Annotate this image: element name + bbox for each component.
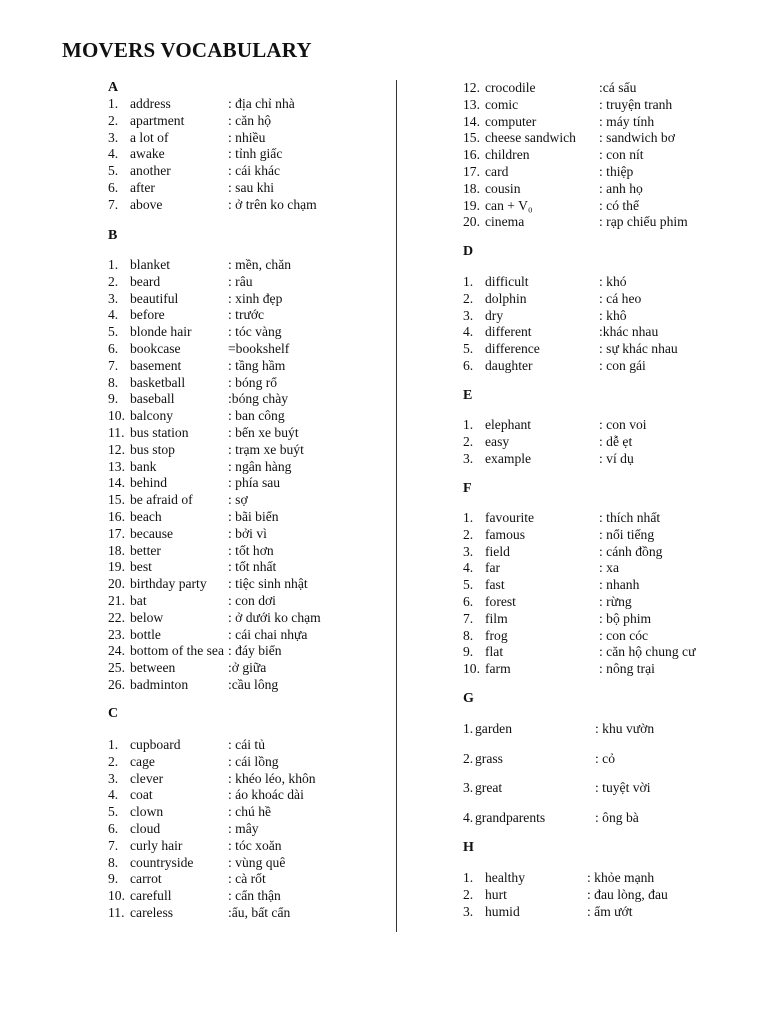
entry-meaning: : cái chai nhựa — [228, 626, 308, 642]
section-letter: H — [463, 840, 474, 855]
entry-word: great — [475, 780, 503, 796]
entry-number: 7. — [108, 837, 119, 853]
entry-meaning: : tốt nhất — [228, 559, 277, 575]
entry-number: 6. — [463, 594, 474, 609]
entry-number: 3. — [463, 903, 474, 919]
section-letter: C — [108, 706, 119, 721]
entry-word: bus stop — [130, 441, 175, 457]
entry-word: cage — [130, 753, 155, 769]
entry-meaning: : con dơi — [228, 593, 276, 608]
entry-number: 7. — [108, 357, 119, 373]
entry-meaning: : con cóc — [599, 627, 649, 643]
entry-number: 1. — [463, 870, 474, 885]
entry-meaning: : cẩn thận — [228, 888, 281, 904]
entry-meaning: : thích nhất — [599, 510, 661, 525]
entry-number: 18. — [108, 542, 125, 558]
entry-meaning: =bookshelf — [228, 341, 290, 356]
entry-word: beard — [130, 273, 161, 289]
entry-number: 1. — [463, 721, 474, 736]
entry-meaning: : anh họ — [599, 180, 643, 196]
entry-word: bottle — [130, 626, 161, 642]
entry-number: 19. — [108, 559, 125, 575]
entry-number: 3. — [463, 543, 474, 559]
entry-number: 3. — [463, 780, 474, 796]
entry-meaning: : nhanh — [599, 577, 640, 593]
entry-meaning: : sự khác nhau — [599, 341, 678, 357]
entry-number: 4. — [108, 787, 119, 803]
entry-meaning: : ở dưới ko chạm — [228, 609, 321, 625]
entry-word: badminton — [130, 677, 189, 692]
entry-number: 10. — [108, 408, 125, 424]
entry-meaning: : sau khi — [228, 180, 275, 195]
entry-word: grass — [475, 750, 503, 766]
entry-meaning: : mền, chăn — [228, 257, 292, 272]
entry-word: birthday party — [130, 576, 207, 592]
entry-number: 4. — [463, 810, 474, 826]
entry-meaning: : tóc xoăn — [228, 837, 282, 853]
entry-number: 20. — [108, 576, 125, 592]
entry-number: 10. — [463, 661, 480, 677]
entry-number: 7. — [463, 610, 474, 626]
entry-number: 13. — [108, 458, 125, 474]
entry-number: 12. — [463, 80, 480, 95]
entry-word: elephant — [485, 417, 532, 432]
entry-number: 3. — [463, 307, 474, 323]
entry-meaning: : xinh đẹp — [228, 290, 283, 306]
entry-meaning: : căn hộ chung cư — [599, 644, 696, 660]
entry-number: 9. — [108, 871, 119, 887]
entry-word: comic — [485, 96, 519, 112]
entry-number: 9. — [463, 644, 474, 660]
entry-meaning: : khó — [599, 274, 627, 289]
entry-meaning: : ẩm ướt — [587, 903, 633, 919]
entry-word: dolphin — [485, 290, 527, 306]
entry-meaning: : nổi tiếng — [599, 526, 655, 542]
entry-number: 3. — [463, 450, 474, 466]
entry-number: 17. — [108, 525, 125, 541]
entry-word: bus station — [130, 425, 189, 440]
entry-number: 15. — [108, 492, 125, 508]
entry-meaning: : rừng — [599, 594, 632, 609]
entry-number: 2. — [463, 886, 474, 902]
entry-meaning: : con nít — [599, 147, 644, 163]
entry-meaning: : cái khác — [228, 163, 281, 179]
entry-meaning: :cá sấu — [599, 80, 637, 95]
entry-word: humid — [485, 903, 520, 919]
entry-meaning: : chú hề — [228, 804, 272, 820]
entry-meaning: : đáy biển — [228, 643, 282, 659]
entry-meaning: : truyện tranh — [599, 96, 673, 112]
entry-meaning: :ở giữa — [228, 660, 267, 676]
entry-meaning: : vùng quê — [228, 854, 286, 870]
entry-word: forest — [485, 594, 516, 609]
entry-word: after — [130, 180, 155, 195]
entry-word: difficult — [485, 274, 529, 289]
entry-number: 2. — [463, 526, 474, 542]
entry-word: between — [130, 660, 176, 676]
entry-number: 1. — [463, 274, 474, 289]
entry-word: children — [485, 147, 530, 163]
entry-word: carefull — [130, 888, 172, 904]
entry-number: 8. — [108, 854, 119, 870]
entry-meaning: : khéo léo, khôn — [228, 770, 316, 786]
entry-word: computer — [485, 113, 537, 129]
entry-meaning: :cầu lông — [228, 677, 279, 692]
entry-word: careless — [130, 905, 174, 920]
entry-meaning: :bóng chày — [228, 391, 289, 407]
entry-word: blonde hair — [130, 324, 192, 340]
entry-number: 2. — [108, 273, 119, 289]
entry-number: 2. — [463, 750, 474, 766]
entry-word: a lot of — [130, 129, 169, 145]
entry-meaning: : tốt hơn — [228, 542, 274, 558]
entry-number: 5. — [463, 577, 474, 593]
entry-meaning: : dễ ẹt — [599, 433, 633, 449]
entry-meaning: : trạm xe buýt — [228, 441, 304, 457]
entry-number: 5. — [463, 341, 474, 357]
entry-meaning: : phía sau — [228, 475, 281, 491]
entry-number: 6. — [108, 821, 119, 836]
entry-word: bat — [130, 593, 147, 608]
entry-meaning: : cỏ — [595, 750, 616, 766]
section-letter: A — [108, 80, 119, 95]
entry-word: can + V₀ — [485, 197, 533, 213]
entry-meaning: : sợ — [228, 492, 248, 508]
entry-number: 4. — [108, 307, 119, 323]
entry-word: hurt — [485, 886, 507, 902]
entry-number: 3. — [108, 129, 119, 145]
entry-word: bank — [130, 458, 157, 474]
entry-word: field — [485, 543, 510, 559]
entry-word: card — [485, 164, 509, 179]
entry-number: 21. — [108, 593, 125, 608]
entry-meaning: : râu — [228, 273, 253, 289]
entry-word: garden — [475, 721, 512, 736]
entry-word: before — [130, 307, 165, 323]
entry-number: 25. — [108, 660, 125, 676]
entry-number: 23. — [108, 626, 125, 642]
entry-meaning: : bộ phim — [599, 610, 652, 626]
entry-word: basement — [130, 357, 182, 373]
entry-meaning: : con gái — [599, 358, 646, 373]
entry-meaning: :khác nhau — [599, 324, 659, 340]
entry-meaning: : sandwich bơ — [599, 130, 675, 146]
entry-meaning: : ngân hàng — [228, 458, 292, 474]
entry-number: 1. — [108, 257, 119, 272]
entry-meaning: : con voi — [599, 417, 647, 432]
entry-meaning: : cái tủ — [228, 737, 265, 752]
section-letter: B — [108, 228, 118, 243]
entry-word: dry — [485, 307, 504, 323]
entry-word: famous — [485, 526, 526, 542]
entry-number: 16. — [463, 147, 480, 163]
entry-word: cloud — [130, 821, 161, 836]
entry-meaning: : bến xe buýt — [228, 425, 299, 440]
entry-word: beautiful — [130, 290, 179, 306]
entry-word: beach — [130, 509, 162, 524]
entry-word: another — [130, 163, 171, 179]
entry-word: example — [485, 450, 532, 466]
entry-number: 4. — [463, 324, 474, 340]
entry-word: fast — [485, 577, 505, 593]
entry-meaning: : cá heo — [599, 290, 642, 306]
page-title: MOVERS VOCABULARY — [62, 38, 312, 62]
entry-number: 4. — [463, 560, 474, 576]
entry-number: 1. — [463, 417, 474, 432]
entry-meaning: : áo khoác dài — [228, 787, 304, 803]
entry-meaning: : trước — [228, 307, 265, 323]
entry-number: 4. — [108, 146, 119, 162]
entry-number: 9. — [108, 391, 119, 407]
entry-word: cheese sandwich — [485, 130, 576, 146]
entry-word: countryside — [130, 854, 194, 870]
entry-number: 8. — [463, 627, 474, 643]
entry-number: 2. — [463, 290, 474, 306]
column-divider — [396, 80, 397, 932]
entry-word: blanket — [130, 257, 171, 272]
entry-word: frog — [485, 627, 508, 643]
section-letter: G — [463, 691, 474, 706]
entry-word: farm — [485, 661, 511, 677]
entry-number: 5. — [108, 804, 119, 820]
entry-meaning: : thiệp — [599, 164, 634, 179]
entry-number: 19. — [463, 197, 480, 213]
entry-number: 2. — [108, 112, 119, 128]
entry-word: behind — [130, 475, 167, 491]
entry-number: 3. — [108, 290, 119, 306]
entry-number: 15. — [463, 130, 480, 146]
entry-word: be afraid of — [130, 492, 193, 508]
entry-word: difference — [485, 341, 540, 357]
entry-meaning: : ông bà — [595, 810, 639, 826]
entry-word: apartment — [130, 112, 185, 128]
entry-word: flat — [485, 644, 504, 660]
entry-number: 3. — [108, 770, 119, 786]
entry-word: below — [130, 609, 164, 625]
entry-number: 5. — [108, 163, 119, 179]
entry-word: balcony — [130, 408, 174, 424]
entry-meaning: : rạp chiếu phim — [599, 214, 688, 230]
entry-word: coat — [130, 787, 153, 803]
entry-meaning: : bởi vì — [228, 525, 267, 541]
entry-word: clever — [130, 770, 164, 786]
entry-meaning: : nông trại — [599, 661, 655, 677]
entry-meaning: : căn hộ — [228, 112, 272, 128]
entry-word: different — [485, 324, 532, 340]
entry-number: 1. — [108, 737, 119, 752]
section-letter: D — [463, 244, 474, 259]
entry-word: curly hair — [130, 837, 183, 853]
entry-meaning: : ví dụ — [599, 450, 634, 466]
entry-meaning: : địa chỉ nhà — [228, 96, 295, 111]
entry-word: cupboard — [130, 737, 181, 752]
entry-number: 6. — [463, 358, 474, 373]
entry-number: 2. — [463, 433, 474, 449]
entry-meaning: : xa — [599, 560, 620, 576]
entry-meaning: :ẩu, bất cẩn — [228, 905, 291, 920]
entry-word: awake — [130, 146, 165, 162]
entry-meaning: : cánh đồng — [599, 543, 663, 559]
entry-word: crocodile — [485, 80, 536, 95]
entry-meaning: : có thể — [599, 197, 640, 213]
entry-word: clown — [130, 804, 164, 820]
entry-word: grandparents — [475, 810, 546, 826]
entry-number: 13. — [463, 96, 480, 112]
entry-number: 24. — [108, 643, 125, 659]
entry-meaning: : cái lồng — [228, 753, 279, 769]
entry-meaning: : ở trên ko chạm — [228, 196, 317, 212]
entry-number: 11. — [108, 905, 125, 920]
entry-meaning: : khu vườn — [595, 721, 655, 736]
entry-number: 16. — [108, 509, 125, 524]
entry-word: favourite — [485, 510, 535, 525]
entry-number: 14. — [463, 113, 480, 129]
entry-word: healthy — [485, 870, 526, 885]
entry-meaning: : tỉnh giấc — [228, 146, 283, 162]
entry-word: easy — [485, 433, 510, 449]
entry-meaning: : đau lòng, đau — [587, 886, 668, 902]
entry-word: carrot — [130, 871, 162, 887]
entry-meaning: : bóng rổ — [228, 374, 278, 390]
entry-word: bottom of the sea — [130, 643, 225, 659]
entry-word: baseball — [130, 391, 175, 407]
section-letter: F — [463, 481, 472, 496]
entry-word: basketball — [130, 374, 186, 390]
entry-word: bookcase — [130, 341, 181, 356]
entry-word: cinema — [485, 214, 525, 230]
entry-word: best — [130, 559, 152, 575]
entry-number: 22. — [108, 609, 125, 625]
entry-meaning: : khỏe mạnh — [587, 870, 655, 885]
entry-number: 10. — [108, 888, 125, 904]
entry-word: above — [130, 196, 163, 212]
entry-number: 11. — [108, 425, 125, 440]
entry-number: 2. — [108, 753, 119, 769]
entry-meaning: : bãi biển — [228, 509, 279, 524]
entry-meaning: : mây — [228, 821, 259, 836]
entry-word: far — [485, 560, 501, 576]
entry-number: 5. — [108, 324, 119, 340]
entry-number: 1. — [463, 510, 474, 525]
entry-number: 17. — [463, 164, 480, 179]
entry-meaning: : máy tính — [599, 113, 655, 129]
entry-meaning: : tóc vàng — [228, 324, 282, 340]
entry-number: 7. — [108, 196, 119, 212]
entry-number: 8. — [108, 374, 119, 390]
entry-word: film — [485, 610, 508, 626]
entry-word: address — [130, 96, 171, 111]
entry-meaning: : cà rốt — [228, 871, 266, 887]
entry-number: 20. — [463, 214, 480, 230]
entry-meaning: : tiệc sinh nhật — [228, 576, 308, 592]
entry-word: daughter — [485, 358, 533, 373]
entry-number: 14. — [108, 475, 125, 491]
entry-meaning: : nhiều — [228, 129, 266, 145]
entry-word: because — [130, 525, 174, 541]
entry-number: 26. — [108, 677, 125, 692]
section-letter: E — [463, 388, 473, 403]
entry-number: 12. — [108, 441, 125, 457]
entry-number: 6. — [108, 341, 119, 356]
entry-number: 1. — [108, 96, 119, 111]
entry-meaning: : tầng hầm — [228, 357, 286, 373]
entry-word: cousin — [485, 180, 521, 196]
entry-number: 18. — [463, 180, 480, 196]
entry-word: better — [130, 542, 161, 558]
entry-meaning: : tuyệt vời — [595, 780, 651, 796]
entry-number: 6. — [108, 180, 119, 195]
entry-meaning: : khô — [599, 307, 627, 323]
entry-meaning: : ban công — [228, 408, 285, 424]
